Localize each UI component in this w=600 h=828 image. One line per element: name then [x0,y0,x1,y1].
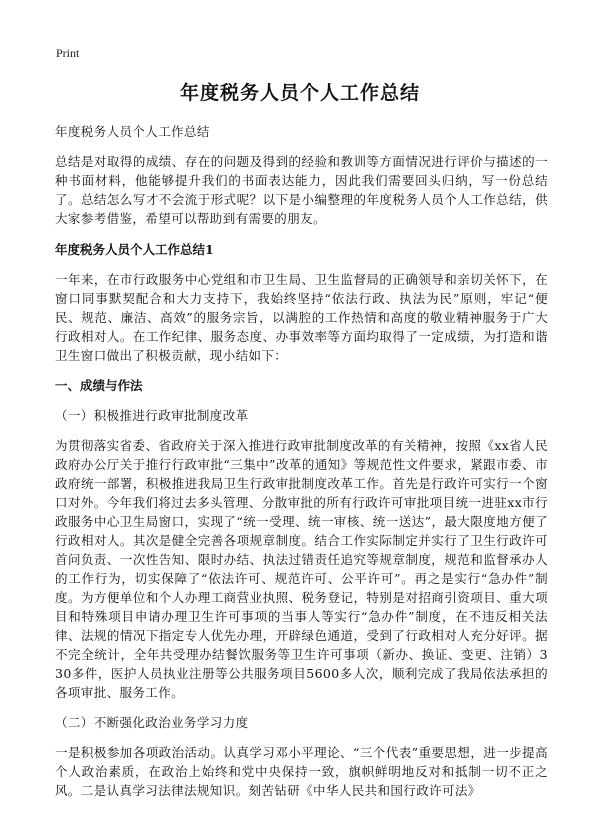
intro-paragraph: 总结是对取得的成绩、存在的问题及得到的经验和教训等方面情况进行评价与描述的一种书面材料，他能够提升我们的书面表达能力，因此我们需要回头归纳，写一份总结了。总结怎么写才不会流于形式呢？以下是小编整理的年度税务人员个人工作总结，供大家参考借鉴，希望可以帮助到有需要的朋友。 [55,154,548,226]
section-heading: 年度税务人员个人工作总结1 [55,242,214,257]
subsection-heading: （二）不断强化政治业务学习力度 [55,715,249,730]
document-body [55,122,548,800]
subsection-heading: （一）积极推进行政审批制度改革 [55,408,249,423]
print-label[interactable]: Print [56,46,80,60]
subsection-paragraph: 一是积极参加各项政治活动。认真学习邓小平理论、“三个代表”重要思想，进一步提高个人政治素质，在政治上始终和党中央保持一致，旗帜鲜明地反对和抵制一切不正之风。二是认真学习法律法规知识。刻苦钻研《中华人民共和国行政许可法》 [55,745,548,798]
section-intro-paragraph: 一年来，在市行政服务中心党组和市卫生局、卫生监督局的正确领导和亲切关怀下，在窗口同事默契配合和大力支持下，我始终坚持“依法行政、执法为民”原则，牢记“便民、规范、廉洁、高效”的服务宗旨，以满腔的工作热情和高度的敬业精神服务于广大行政相对人。在工作纪律、服务态度、办事效率等方面均取得了一定成绩，为打造和谐卫生窗口做出了积极贡献，现小结如下： [55,272,548,363]
document-subtitle: 年度税务人员个人工作总结 [55,124,210,139]
part-heading: 一、成绩与作法 [55,378,143,393]
subsection-paragraph: 为贯彻落实省委、省政府关于深入推进行政审批制度改革的有关精神，按照《xx省人民政府办公厅关于推行行政审批“三集中”改革的通知》等规范性文件要求，紧跟市委、市政府统一部署，积极推进我局卫生行政审批制度改革工作。首先是行政许可实行一个窗口对外。今年我们将过去多头管理、分散审批的所有行政许可审批项目统一进驻xx市行政服务中心卫生局窗口，实现了“统一受理、统一审核、统一送达”，最大限度地方便了行政相对人。其次是健全完善各项规章制度。结合工作实际制定并实行了卫生行政许可首问负责、一次性告知、限时办结、执法过错责任追究等规章制度，规范和监督承办人的工作行为，切实保障了“依法许可、规范许可、公平许可”。再之是实行“急办件”制度。为方便单位和个人办理工商营业执照、税务登记，特别是对招商引资项目、重大项目和特殊项目申请办理卫生许可事项的当事人等实行“急办件”制度，在不违反相关法律、法规的情况下指定专人优先办理，开辟绿色通道，受到了行政相对人充分好评。据不完全统计，全年共受理办结餐饮服务等卫生许可事项（新办、换证、变更、注销）330多件，医护人员执业注册等公共服务项目5600多人次，顺利完成了我局依法承担的各项审批、服务工作。 [55,438,548,700]
page-title: 年度税务人员个人工作总结 [179,82,420,104]
